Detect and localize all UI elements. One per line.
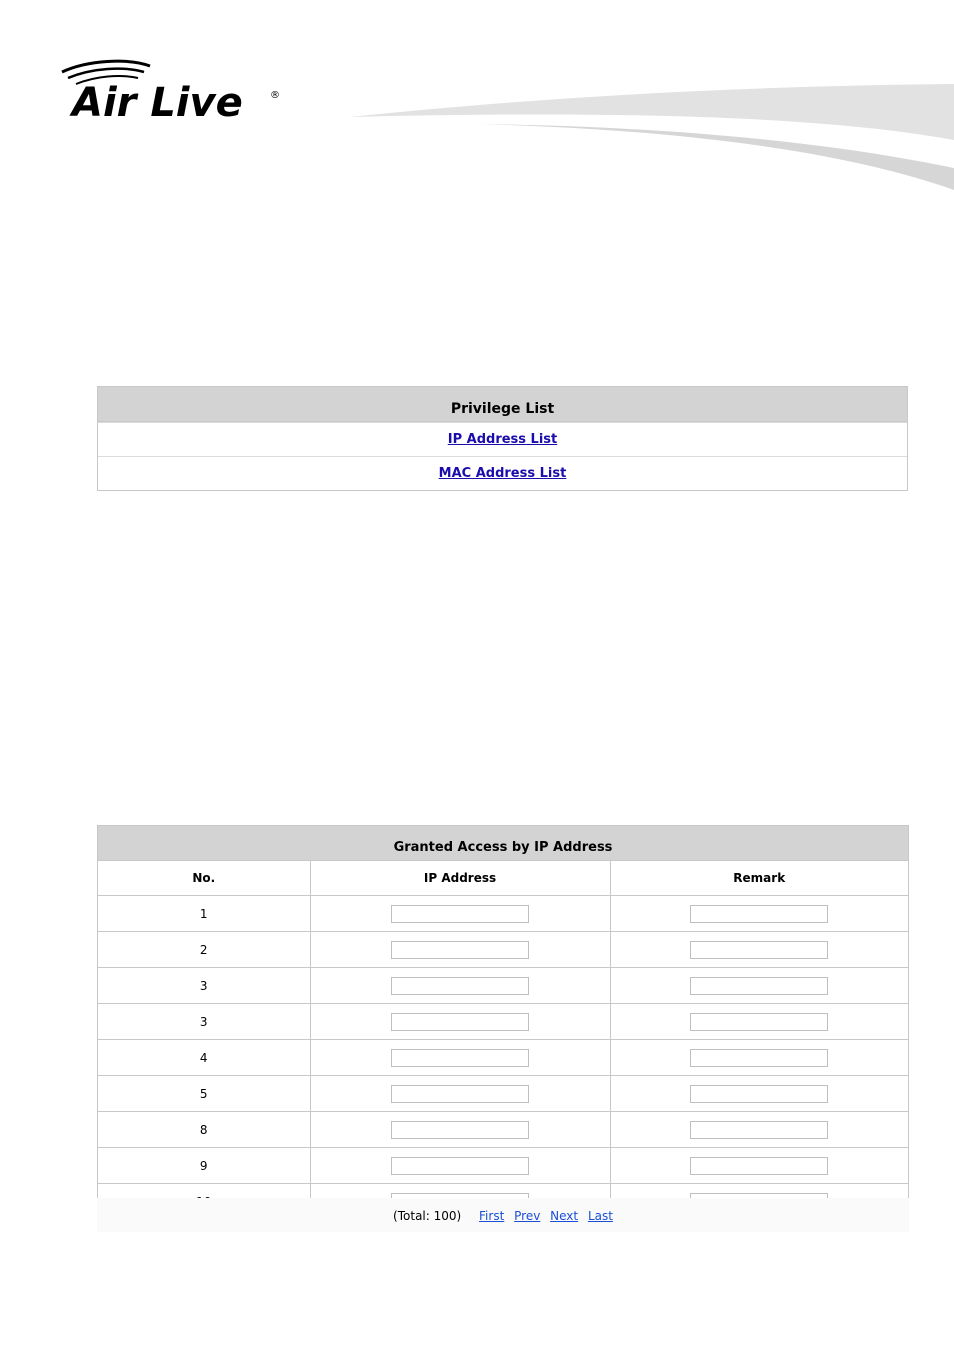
pagination [97, 1198, 909, 1232]
table-row [98, 896, 908, 932]
ip-address-input[interactable] [391, 1049, 529, 1067]
ip-address-list-link[interactable]: IP Address List [447, 432, 558, 447]
row-number: 1 [98, 896, 310, 932]
granted-access-title: Granted Access by IP Address [98, 826, 908, 861]
row-number: 2 [98, 932, 310, 968]
remark-input[interactable] [690, 1121, 828, 1139]
privilege-row-mac [98, 456, 907, 490]
last-page-link[interactable]: Last [587, 1209, 613, 1223]
table-row [98, 968, 908, 1004]
remark-input[interactable] [690, 1085, 828, 1103]
ip-address-input[interactable] [391, 941, 529, 959]
row-number: 4 [98, 1040, 310, 1076]
column-header-remark: Remark [610, 861, 908, 896]
mac-address-list-link[interactable]: MAC Address List [438, 466, 567, 481]
remark-input[interactable] [690, 977, 828, 995]
ip-address-input[interactable] [391, 1085, 529, 1103]
privilege-list-panel [97, 386, 908, 491]
table-row [98, 1040, 908, 1076]
remark-input[interactable] [690, 1013, 828, 1031]
ip-address-input[interactable] [391, 1121, 529, 1139]
next-page-link[interactable]: Next [550, 1209, 579, 1223]
ip-address-input[interactable] [391, 977, 529, 995]
remark-input[interactable] [690, 941, 828, 959]
total-count: (Total: 100) [393, 1209, 462, 1223]
column-header-no: No. [98, 861, 310, 896]
prev-page-link[interactable]: Prev [514, 1209, 541, 1223]
table-row [98, 1112, 908, 1148]
row-number: 3 [98, 1004, 310, 1040]
row-number: 3 [98, 968, 310, 1004]
privilege-row-ip [98, 422, 907, 456]
table-row [98, 1148, 908, 1184]
table-row [98, 932, 908, 968]
airlive-logo [58, 58, 288, 128]
ip-address-input[interactable] [391, 1013, 529, 1031]
table-header-row [98, 861, 908, 896]
remark-input[interactable] [690, 905, 828, 923]
table-row [98, 1076, 908, 1112]
row-number: 5 [98, 1076, 310, 1112]
svg-text:®: ® [270, 90, 280, 101]
ip-address-input[interactable] [391, 905, 529, 923]
column-header-ip: IP Address [310, 861, 610, 896]
svg-text:Air Live: Air Live [72, 80, 243, 126]
remark-input[interactable] [690, 1049, 828, 1067]
granted-access-panel [97, 825, 909, 1221]
remark-input[interactable] [690, 1157, 828, 1175]
row-number: 9 [98, 1148, 310, 1184]
table-row [98, 1004, 908, 1040]
granted-access-table [98, 861, 908, 1220]
privilege-list-title: Privilege List [98, 387, 907, 422]
first-page-link[interactable]: First [479, 1209, 505, 1223]
ip-address-input[interactable] [391, 1157, 529, 1175]
row-number: 8 [98, 1112, 310, 1148]
